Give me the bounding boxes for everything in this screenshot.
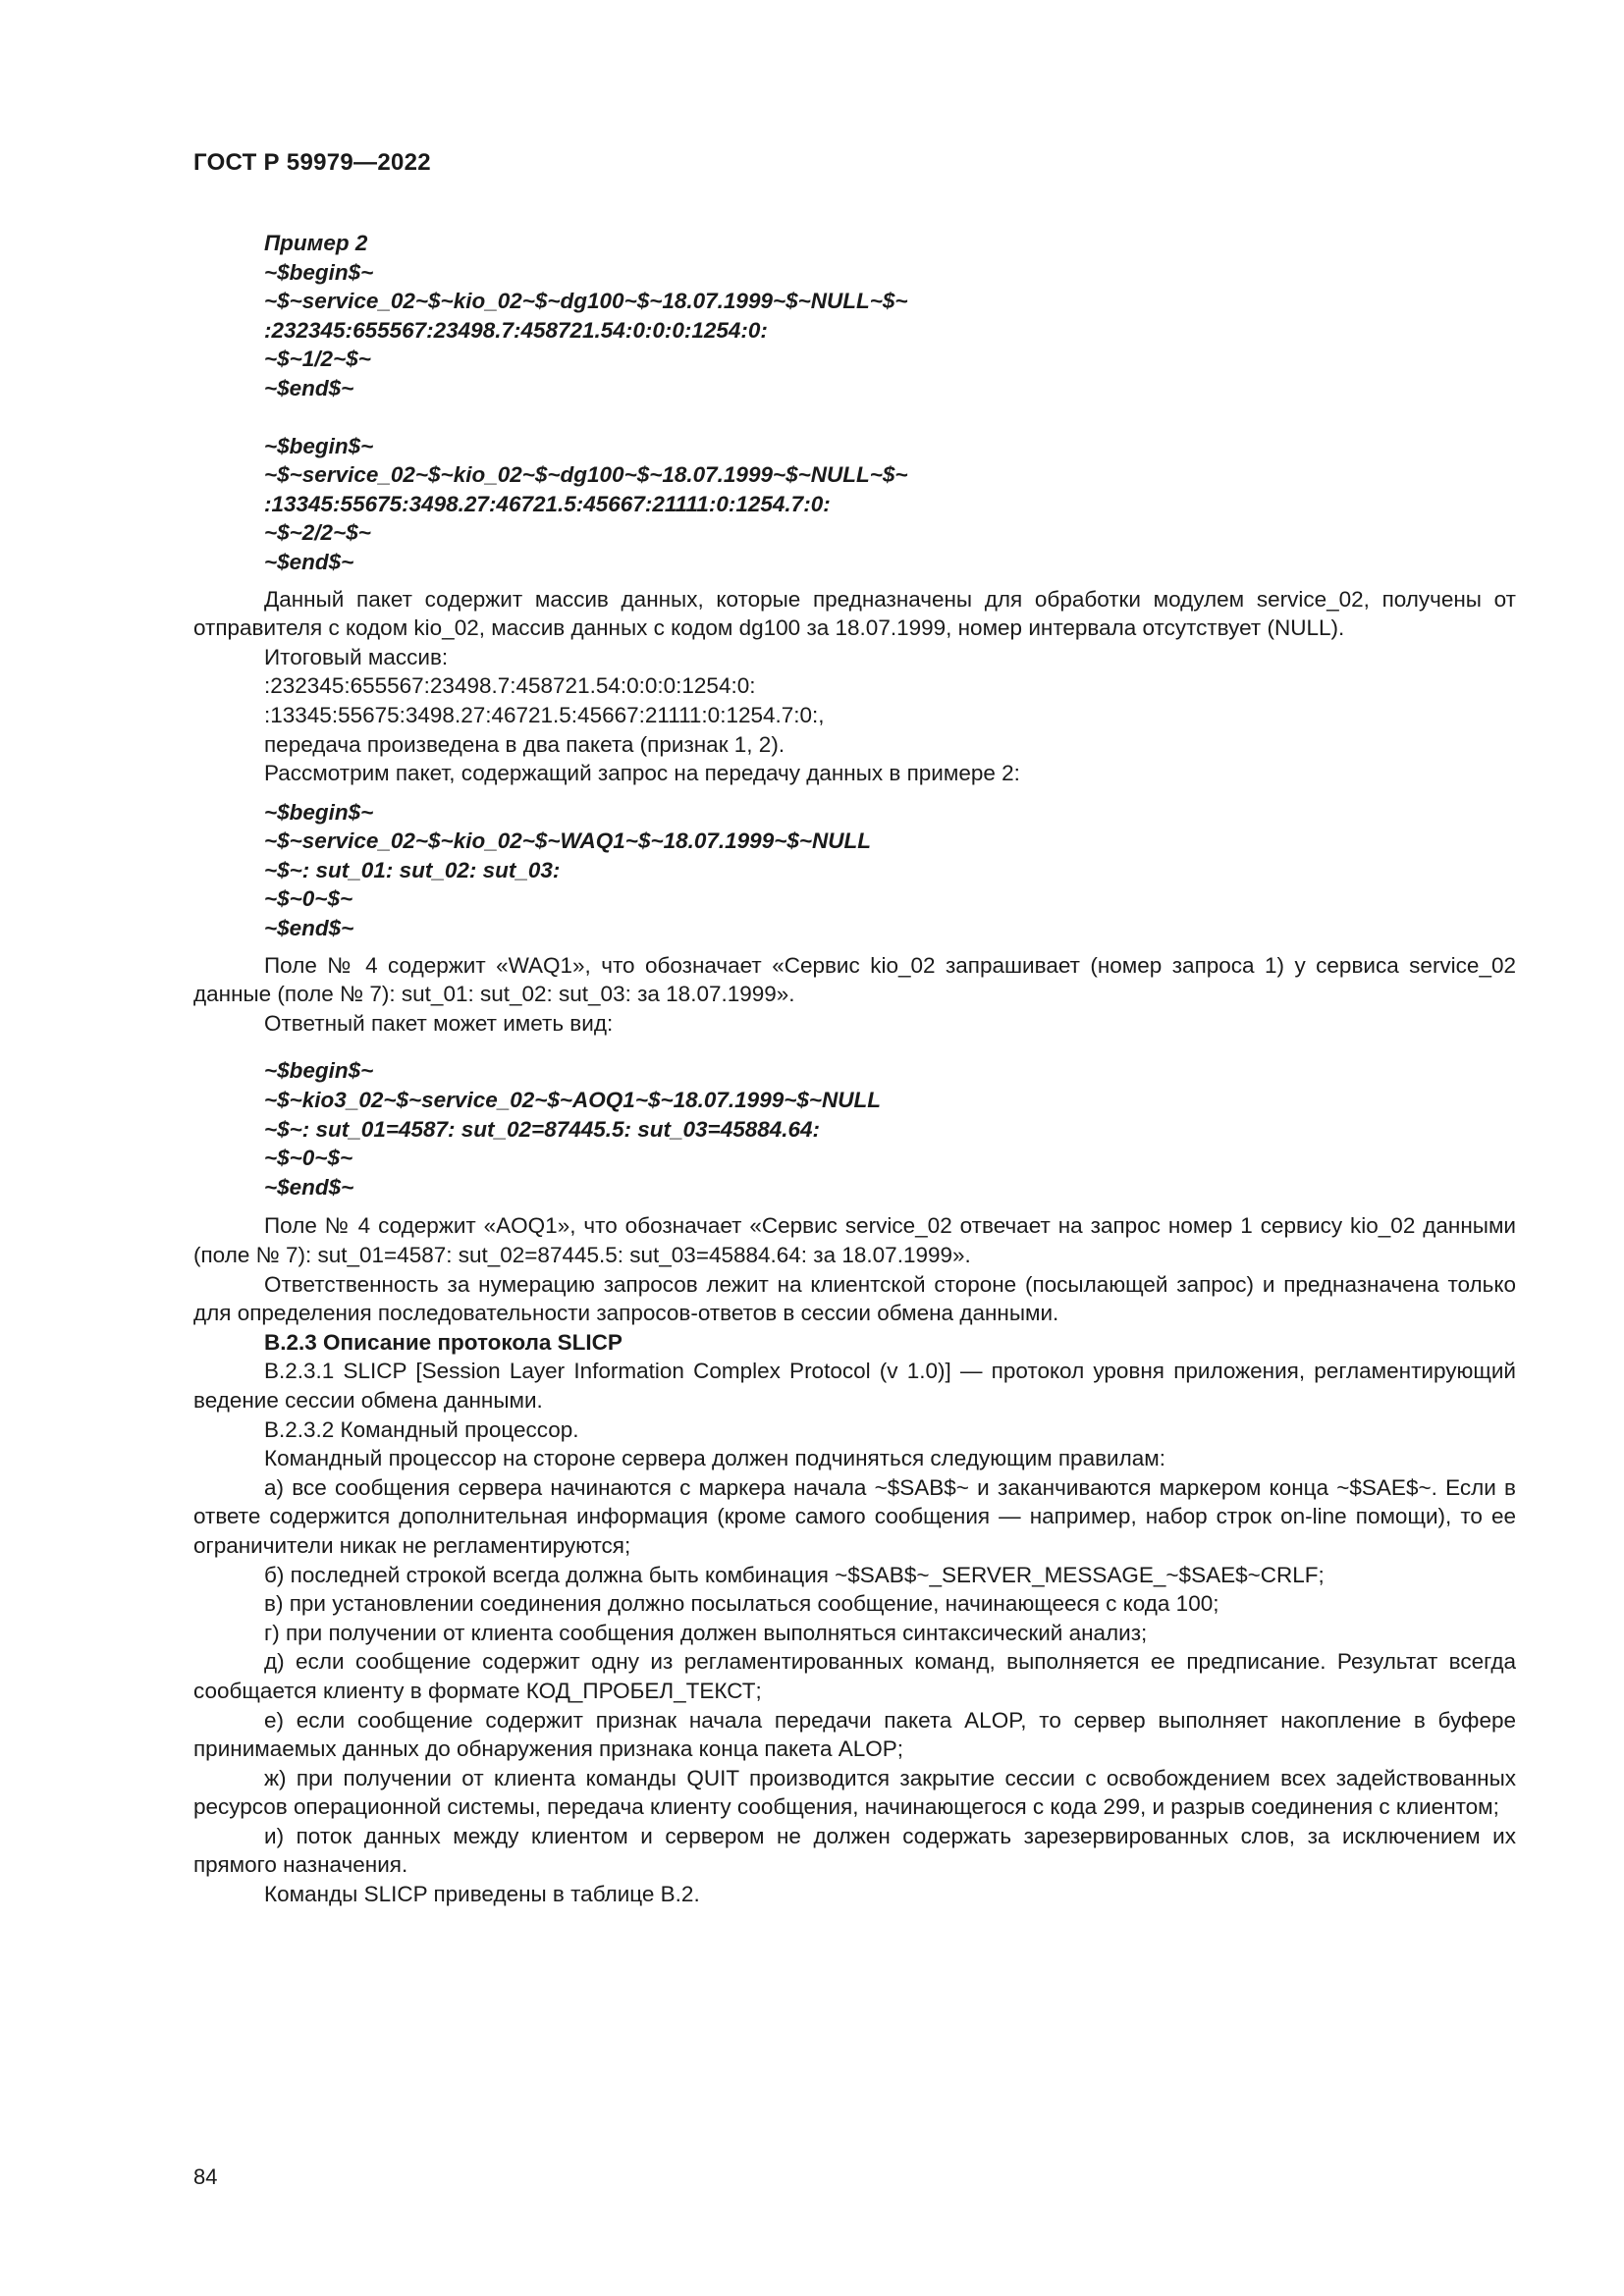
code-line: :232345:655567:23498.7:458721.54:0:0:0:1254:0: <box>264 317 768 343</box>
paragraph-packet-description: Данный пакет содержит массив данных, которые предназначены для обработки модулем service_02, получены от отправителя с кодом kio_02, массив данных с кодом dg100 за 18.07.1999, номер интервала отсутствует (NULL). <box>193 586 1516 641</box>
rule-item: г) при получении от клиента сообщения должен выполняться синтаксический анализ; <box>264 1620 1148 1645</box>
final-array-block <box>193 643 1516 788</box>
paragraph-table-reference: Команды SLICP приведены в таблице В.2. <box>264 1882 700 1907</box>
code-line: ~$begin$~ <box>264 1058 374 1084</box>
paragraph-aoq1: Поле № 4 содержит «AOQ1», что обозначает «Сервис service_02 отвечает на запрос номер 1 сервису kio_02 данными (поле № 7): sut_01=4587: sut_02=87445.5: sut_03=45884.64: за 18.07.1999». <box>193 1213 1516 1267</box>
example-2-block-2 <box>193 432 1516 577</box>
page-content <box>193 229 1516 1909</box>
paragraph-responsibility: Ответственность за нумерацию запросов лежит на клиентской стороне (посылающей запрос) и предназначена только для определения последовательности запросов-ответов в сессии обмена данными. <box>193 1271 1516 1326</box>
code-line: ~$~0~$~ <box>264 1146 353 1171</box>
response-packet-block <box>193 1056 1516 1201</box>
code-line: ~$~kio3_02~$~service_02~$~AOQ1~$~18.07.1999~$~NULL <box>264 1088 882 1113</box>
code-line: ~$end$~ <box>264 549 354 574</box>
rule-item: д) если сообщение содержит одну из регламентированных команд, выполняется ее предписание. Результат всегда сообщается клиенту в формате КОД_ПРОБЕЛ_ТЕКСТ; <box>193 1649 1516 1703</box>
example-2-block-1 <box>193 229 1516 403</box>
code-line: ~$~service_02~$~kio_02~$~WAQ1~$~18.07.1999~$~NULL <box>264 828 871 854</box>
example-title: Пример 2 <box>264 231 368 255</box>
code-line: ~$begin$~ <box>264 259 374 285</box>
rule-item: и) поток данных между клиентом и сервером не должен содержать зарезервированных слов, за исключением их прямого назначения. <box>193 1823 1516 1878</box>
rule-item: е) если сообщение содержит признак начала передачи пакета ALOP, то сервер выполняет накопление в буфере принимаемых данных до обнаружения признака конца пакета ALOP; <box>193 1707 1516 1762</box>
request-packet-block <box>193 798 1516 943</box>
paragraph-b232: В.2.3.2 Командный процессор. <box>264 1416 579 1442</box>
page-number: 84 <box>193 2164 218 2189</box>
code-line: ~$~: sut_01: sut_02: sut_03: <box>264 857 561 882</box>
final-array-line: Рассмотрим пакет, содержащий запрос на передачу данных в примере 2: <box>264 761 1020 786</box>
code-line: :13345:55675:3498.27:46721.5:45667:21111:0:1254.7:0: <box>264 491 831 516</box>
code-line: ~$begin$~ <box>264 799 374 825</box>
paragraph-response-intro: Ответный пакет может иметь вид: <box>264 1010 614 1036</box>
code-line: ~$~service_02~$~kio_02~$~dg100~$~18.07.1999~$~NULL~$~ <box>264 289 908 314</box>
rule-item: ж) при получении от клиента команды QUIT производится закрытие сессии с освобождением всех задействованных ресурсов операционной системы, передача клиенту сообщения, начинающегося с кода 299, и разрыв соединения с клиентом; <box>193 1765 1516 1820</box>
code-line: ~$~0~$~ <box>264 886 353 912</box>
code-line: ~$begin$~ <box>264 433 374 458</box>
code-line: ~$~2/2~$~ <box>264 520 371 546</box>
code-line: ~$~1/2~$~ <box>264 347 371 372</box>
paragraph-waq1: Поле № 4 содержит «WAQ1», что обозначает «Сервис kio_02 запрашивает (номер запроса 1) у сервиса service_02 данные (поле № 7): sut_01: sut_02: sut_03: за 18.07.1999». <box>193 952 1516 1007</box>
code-line: ~$end$~ <box>264 916 354 941</box>
document-header: ГОСТ Р 59979—2022 <box>193 149 431 176</box>
final-array-line: :232345:655567:23498.7:458721.54:0:0:0:1254:0: <box>264 673 756 699</box>
rule-item: а) все сообщения сервера начинаются с маркера начала ~$SAB$~ и заканчиваются маркером конца ~$SAE$~. Если в ответе содержится дополнительная информация (кроме самого сообщения — например, набор строк on-line помощи), то ее ограничители никак не регламентируются; <box>193 1474 1516 1558</box>
rules-list <box>193 1473 1516 1880</box>
paragraph-b231: В.2.3.1 SLICP [Session Layer Information Complex Protocol (v 1.0)] — протокол уровня приложения, регламентирующий ведение сессии обмена данными. <box>193 1359 1516 1413</box>
paragraph-rules-intro: Командный процессор на стороне сервера должен подчиняться следующим правилам: <box>264 1446 1165 1471</box>
code-line: ~$end$~ <box>264 375 354 400</box>
code-line: ~$~: sut_01=4587: sut_02=87445.5: sut_03=45884.64: <box>264 1116 821 1142</box>
code-line: ~$end$~ <box>264 1174 354 1200</box>
code-line: ~$~service_02~$~kio_02~$~dg100~$~18.07.1999~$~NULL~$~ <box>264 462 908 488</box>
final-array-line: передача произведена в два пакета (признак 1, 2). <box>264 731 785 757</box>
final-array-line: :13345:55675:3498.27:46721.5:45667:21111:0:1254.7:0:, <box>264 702 825 727</box>
final-array-line: Итоговый массив: <box>264 644 449 669</box>
rule-item: б) последней строкой всегда должна быть комбинация ~$SAB$~_SERVER_MESSAGE_~$SAE$~CRLF; <box>264 1562 1325 1587</box>
rule-item: в) при установлении соединения должно посылаться сообщение, начинающееся с кода 100; <box>264 1591 1219 1617</box>
section-heading: В.2.3 Описание протокола SLICP <box>264 1329 623 1355</box>
